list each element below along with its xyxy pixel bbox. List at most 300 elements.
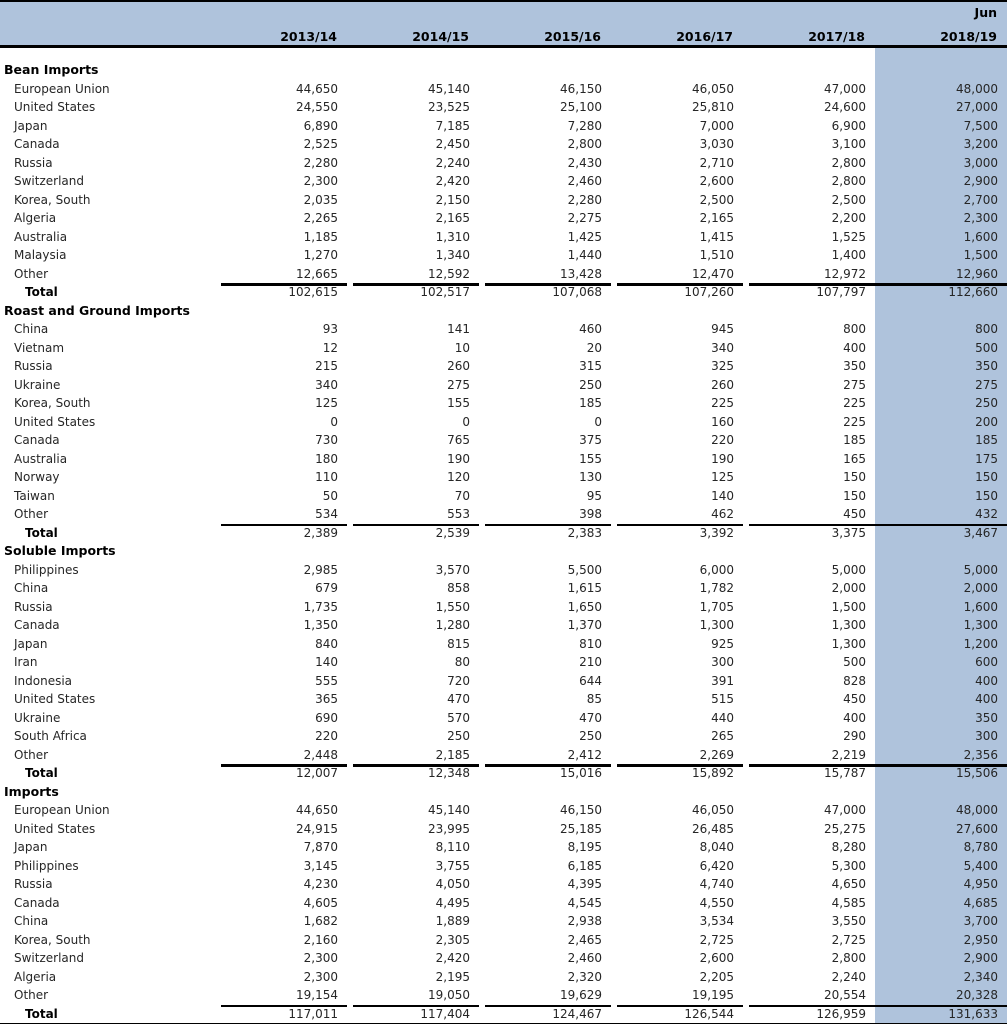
value-cell: 1,185 <box>303 229 338 244</box>
year-label: 2013/14 <box>280 29 345 47</box>
row-label: Japan <box>14 636 48 651</box>
value-cell <box>347 783 479 802</box>
value-cell: 2,420 <box>435 174 470 188</box>
value-cell: 8,040 <box>699 840 734 854</box>
value-cell: 140 <box>711 488 734 503</box>
value-cell: 12,007 <box>215 764 347 783</box>
row-label: European Union <box>14 81 110 96</box>
row-label: Other <box>14 507 49 521</box>
value-cell: 4,650 <box>831 877 866 891</box>
table-body <box>0 46 1007 1024</box>
header-empty-cell <box>743 1 875 22</box>
row-label: Malaysia <box>14 248 67 262</box>
value-cell: 2,300 <box>303 951 338 965</box>
value-cell: 160 <box>711 414 734 429</box>
value-cell: 27,000 <box>875 98 1007 117</box>
row-label: Philippines <box>14 858 79 873</box>
row-label: United States <box>14 821 96 836</box>
table-row <box>0 357 1007 376</box>
value-cell: 2,000 <box>831 581 866 595</box>
value-cell: 275 <box>843 377 866 392</box>
value-cell: 1,525 <box>831 229 866 244</box>
value-cell <box>743 61 875 80</box>
row-label: Russia <box>14 599 53 614</box>
value-cell: 93 <box>322 322 338 336</box>
header-empty-cell <box>347 1 479 22</box>
year-label: 2014/15 <box>412 29 477 47</box>
value-cell <box>347 46 479 61</box>
value-cell: 1,889 <box>435 914 470 928</box>
value-cell: 3,570 <box>435 562 470 577</box>
value-cell: 925 <box>711 636 734 651</box>
total-row <box>0 764 1007 783</box>
value-cell: 1,550 <box>435 599 470 614</box>
value-cell: 3,534 <box>699 914 734 928</box>
value-cell: 2,320 <box>567 969 602 984</box>
section-header-row <box>0 542 1007 561</box>
value-cell: 120 <box>447 470 470 484</box>
value-cell: 2,500 <box>699 192 734 207</box>
value-cell: 1,300 <box>831 636 866 651</box>
value-cell: 200 <box>875 413 1007 432</box>
total-row <box>0 283 1007 302</box>
table-row <box>0 931 1007 950</box>
value-cell: 1,500 <box>831 599 866 614</box>
table-row <box>0 875 1007 894</box>
row-label: Other <box>14 747 49 762</box>
table-row <box>0 265 1007 284</box>
value-cell: 1,600 <box>875 228 1007 247</box>
value-cell: 1,300 <box>699 618 734 632</box>
value-cell: 12,470 <box>692 266 734 281</box>
value-cell: 5,300 <box>831 858 866 873</box>
value-cell: 553 <box>447 507 470 521</box>
header-empty-cell <box>215 1 347 22</box>
spacer-row <box>0 46 1007 61</box>
value-cell: 45,140 <box>428 803 470 817</box>
value-cell: 3,000 <box>875 154 1007 173</box>
value-cell: 220 <box>711 433 734 447</box>
value-cell: 47,000 <box>824 803 866 817</box>
table-row <box>0 838 1007 857</box>
value-cell: 2,460 <box>567 174 602 188</box>
value-cell: 2,725 <box>831 932 866 947</box>
row-label: Norway <box>14 470 60 484</box>
value-cell: 3,550 <box>831 914 866 928</box>
value-cell: 180 <box>315 451 338 466</box>
table-row <box>0 672 1007 691</box>
value-cell: 2,035 <box>303 192 338 207</box>
value-cell: 25,100 <box>560 100 602 114</box>
value-cell: 4,950 <box>875 875 1007 894</box>
row-label: Other <box>14 988 49 1002</box>
row-label: Switzerland <box>14 174 84 188</box>
table-row <box>0 468 1007 487</box>
value-cell: 46,050 <box>692 803 734 817</box>
year-header <box>611 22 743 46</box>
value-cell: 2,275 <box>567 211 602 225</box>
value-cell: 141 <box>447 322 470 336</box>
value-cell: 679 <box>315 581 338 595</box>
table-row <box>0 746 1007 765</box>
row-label: Korea, South <box>14 396 91 410</box>
value-cell: 1,370 <box>567 618 602 632</box>
value-cell: 15,787 <box>743 764 875 783</box>
value-cell <box>611 783 743 802</box>
value-cell: 730 <box>315 433 338 447</box>
value-cell: 8,195 <box>567 840 602 854</box>
value-cell: 165 <box>843 451 866 466</box>
value-cell: 1,415 <box>699 229 734 244</box>
row-label: Other <box>14 266 49 281</box>
row-label: United States <box>14 692 96 706</box>
value-cell: 3,375 <box>743 524 875 543</box>
table-row <box>0 172 1007 191</box>
value-cell: 398 <box>579 507 602 521</box>
value-cell: 7,280 <box>567 118 602 133</box>
value-cell: 3,755 <box>435 858 470 873</box>
value-cell: 190 <box>447 451 470 466</box>
row-label: South Africa <box>14 729 87 743</box>
value-cell: 1,510 <box>699 248 734 262</box>
value-cell: 50 <box>322 488 338 503</box>
row-label: Philippines <box>14 562 79 577</box>
value-cell <box>347 61 479 80</box>
value-cell: 2,280 <box>303 155 338 170</box>
row-label: Canada <box>14 137 60 151</box>
row-label: China <box>14 322 49 336</box>
value-cell: 350 <box>875 709 1007 728</box>
value-cell: 85 <box>586 692 602 706</box>
value-cell: 2,185 <box>435 747 470 762</box>
value-cell: 150 <box>875 468 1007 487</box>
table-row <box>0 653 1007 672</box>
value-cell: 500 <box>875 339 1007 358</box>
value-cell: 2,420 <box>435 951 470 965</box>
value-cell: 765 <box>447 433 470 447</box>
value-cell: 210 <box>579 655 602 669</box>
value-cell: 8,110 <box>435 840 470 854</box>
value-cell: 440 <box>711 710 734 725</box>
value-cell: 365 <box>315 692 338 706</box>
value-cell: 315 <box>579 359 602 373</box>
value-cell: 12,348 <box>347 764 479 783</box>
value-cell: 12,592 <box>428 266 470 281</box>
row-label: United States <box>14 100 96 114</box>
value-cell: 515 <box>711 692 734 706</box>
table-row <box>0 505 1007 524</box>
table-row <box>0 450 1007 469</box>
value-cell: 3,700 <box>875 912 1007 931</box>
value-cell: 555 <box>315 673 338 688</box>
section-title: Soluble Imports <box>4 543 116 558</box>
value-cell: 260 <box>711 377 734 392</box>
value-cell: 1,340 <box>435 248 470 262</box>
value-cell: 250 <box>579 377 602 392</box>
row-label: Korea, South <box>14 932 91 947</box>
value-cell <box>479 46 611 61</box>
year-label: 2015/16 <box>544 29 609 47</box>
table-row <box>0 339 1007 358</box>
table-row <box>0 579 1007 598</box>
value-cell: 12,665 <box>296 266 338 281</box>
value-cell: 4,585 <box>831 895 866 910</box>
value-cell: 2,800 <box>831 951 866 965</box>
total-label: Total <box>25 525 58 540</box>
value-cell: 400 <box>875 672 1007 691</box>
row-label: Canada <box>14 433 60 447</box>
value-cell: 3,200 <box>875 135 1007 154</box>
value-cell: 450 <box>843 692 866 706</box>
row-label: Australia <box>14 229 68 244</box>
value-cell <box>215 302 347 321</box>
value-cell: 155 <box>579 451 602 466</box>
value-cell: 1,782 <box>699 581 734 595</box>
value-cell: 4,230 <box>303 877 338 891</box>
value-cell: 828 <box>843 673 866 688</box>
value-cell: 2,240 <box>435 155 470 170</box>
value-cell: 117,404 <box>347 1005 479 1024</box>
table-row <box>0 857 1007 876</box>
section-title: Bean Imports <box>4 62 99 77</box>
value-cell: 1,300 <box>875 616 1007 635</box>
table-row <box>0 912 1007 931</box>
value-cell: 20,554 <box>824 988 866 1002</box>
value-cell: 300 <box>711 655 734 669</box>
value-cell: 12,972 <box>824 266 866 281</box>
row-label: Canada <box>14 895 60 910</box>
table-row <box>0 820 1007 839</box>
table-row <box>0 80 1007 99</box>
value-cell: 2,160 <box>303 932 338 947</box>
value-cell: 2,219 <box>831 747 866 762</box>
value-cell: 2,300 <box>303 969 338 984</box>
value-cell: 1,310 <box>435 229 470 244</box>
value-cell: 126,544 <box>611 1005 743 1024</box>
total-row <box>0 524 1007 543</box>
value-cell: 6,000 <box>699 562 734 577</box>
table-row <box>0 709 1007 728</box>
value-cell: 325 <box>711 359 734 373</box>
value-cell: 8,280 <box>831 840 866 854</box>
table-row <box>0 616 1007 635</box>
row-label: Korea, South <box>14 192 91 207</box>
year-header <box>347 22 479 46</box>
total-label: Total <box>25 766 58 780</box>
value-cell: 23,995 <box>428 821 470 836</box>
value-cell <box>215 46 347 61</box>
value-cell: 13,428 <box>560 266 602 281</box>
value-cell: 391 <box>711 673 734 688</box>
row-label: European Union <box>14 803 110 817</box>
row-label: Russia <box>14 155 53 170</box>
header-empty-cell <box>0 22 215 46</box>
value-cell: 2,340 <box>875 968 1007 987</box>
value-cell: 125 <box>315 396 338 410</box>
table-row <box>0 394 1007 413</box>
table-row <box>0 413 1007 432</box>
section-title: Imports <box>4 783 59 799</box>
row-label: Russia <box>14 359 53 373</box>
table-row <box>0 376 1007 395</box>
value-cell: 15,016 <box>479 764 611 783</box>
header-years-row <box>0 22 1007 46</box>
value-cell: 5,400 <box>875 857 1007 876</box>
row-label: Taiwan <box>14 488 55 503</box>
section-header-row <box>0 302 1007 321</box>
value-cell: 300 <box>875 727 1007 746</box>
value-cell: 12 <box>322 340 338 355</box>
value-cell: 102,517 <box>347 283 479 302</box>
value-cell: 2,265 <box>303 211 338 225</box>
value-cell <box>743 46 875 61</box>
value-cell: 5,500 <box>567 562 602 577</box>
row-label: Vietnam <box>14 340 65 355</box>
value-cell: 6,420 <box>699 858 734 873</box>
value-cell: 4,050 <box>435 877 470 891</box>
value-cell: 24,915 <box>296 821 338 836</box>
value-cell: 2,600 <box>699 951 734 965</box>
value-cell: 2,900 <box>875 949 1007 968</box>
table-row <box>0 635 1007 654</box>
value-cell: 2,300 <box>875 209 1007 228</box>
value-cell: 1,350 <box>303 618 338 632</box>
value-cell <box>611 302 743 321</box>
value-cell: 340 <box>711 340 734 355</box>
value-cell <box>875 302 1007 321</box>
value-cell: 250 <box>875 394 1007 413</box>
value-cell: 2,305 <box>435 932 470 947</box>
table-row <box>0 561 1007 580</box>
value-cell: 2,356 <box>875 746 1007 765</box>
header-note-row <box>0 1 1007 22</box>
header-note-jun: Jun <box>875 1 1007 22</box>
value-cell: 1,200 <box>875 635 1007 654</box>
value-cell <box>875 783 1007 802</box>
value-cell: 185 <box>843 433 866 447</box>
value-cell: 2,165 <box>435 211 470 225</box>
row-label: Switzerland <box>14 951 84 965</box>
value-cell: 290 <box>843 729 866 743</box>
value-cell: 1,500 <box>875 246 1007 265</box>
value-cell: 12,960 <box>875 265 1007 284</box>
value-cell: 260 <box>447 359 470 373</box>
value-cell: 2,412 <box>567 747 602 762</box>
value-cell: 150 <box>843 488 866 503</box>
year-header <box>215 22 347 46</box>
value-cell <box>743 302 875 321</box>
value-cell: 155 <box>447 396 470 410</box>
value-cell <box>347 542 479 561</box>
value-cell: 185 <box>579 396 602 410</box>
value-cell: 500 <box>843 655 866 669</box>
value-cell: 1,705 <box>699 599 734 614</box>
value-cell: 2,900 <box>875 172 1007 191</box>
table-row <box>0 598 1007 617</box>
value-cell: 7,185 <box>435 118 470 133</box>
value-cell: 150 <box>875 487 1007 506</box>
row-label: China <box>14 914 49 928</box>
value-cell: 2,165 <box>699 211 734 225</box>
value-cell: 800 <box>843 322 866 336</box>
value-cell: 3,467 <box>875 524 1007 543</box>
value-cell: 3,100 <box>831 137 866 151</box>
row-label: Algeria <box>14 211 57 225</box>
value-cell: 350 <box>875 357 1007 376</box>
value-cell: 45,140 <box>428 81 470 96</box>
value-cell: 46,150 <box>560 81 602 96</box>
value-cell <box>611 46 743 61</box>
value-cell: 2,800 <box>831 155 866 170</box>
value-cell: 215 <box>315 359 338 373</box>
value-cell: 4,550 <box>699 895 734 910</box>
table-row <box>0 246 1007 265</box>
value-cell <box>215 783 347 802</box>
value-cell <box>347 302 479 321</box>
value-cell: 400 <box>875 690 1007 709</box>
table-row <box>0 431 1007 450</box>
value-cell: 15,506 <box>875 764 1007 783</box>
value-cell: 20,328 <box>875 986 1007 1005</box>
year-header <box>479 22 611 46</box>
value-cell: 1,735 <box>303 599 338 614</box>
value-cell: 102,615 <box>215 283 347 302</box>
value-cell: 10 <box>454 340 470 355</box>
table-row <box>0 98 1007 117</box>
value-cell: 24,600 <box>824 100 866 114</box>
row-label: Japan <box>14 118 48 133</box>
header-empty-cell <box>479 1 611 22</box>
value-cell: 945 <box>711 322 734 336</box>
value-cell: 534 <box>315 507 338 521</box>
value-cell: 1,280 <box>435 618 470 632</box>
value-cell: 1,300 <box>831 618 866 632</box>
value-cell: 0 <box>330 414 338 429</box>
value-cell: 2,450 <box>435 137 470 151</box>
value-cell: 2,800 <box>567 137 602 151</box>
value-cell: 110 <box>315 470 338 484</box>
value-cell: 350 <box>843 359 866 373</box>
value-cell: 27,600 <box>875 820 1007 839</box>
value-cell: 0 <box>594 414 602 429</box>
table-row <box>0 154 1007 173</box>
total-label: Total <box>0 1005 215 1024</box>
value-cell: 1,270 <box>303 248 338 262</box>
value-cell <box>479 61 611 80</box>
value-cell: 4,495 <box>435 895 470 910</box>
value-cell: 2,600 <box>699 174 734 188</box>
value-cell: 1,682 <box>303 914 338 928</box>
value-cell: 570 <box>447 710 470 725</box>
table-row <box>0 986 1007 1005</box>
value-cell: 80 <box>454 655 470 669</box>
value-cell: 6,185 <box>567 858 602 873</box>
value-cell: 840 <box>315 636 338 651</box>
value-cell: 2,240 <box>831 969 866 984</box>
value-cell: 107,260 <box>611 283 743 302</box>
value-cell: 5,000 <box>831 562 866 577</box>
value-cell <box>479 783 611 802</box>
value-cell: 250 <box>579 729 602 743</box>
value-cell: 25,185 <box>560 821 602 836</box>
value-cell: 26,485 <box>692 821 734 836</box>
value-cell: 1,650 <box>567 599 602 614</box>
value-cell: 3,030 <box>699 137 734 151</box>
value-cell: 95 <box>586 488 602 503</box>
value-cell <box>611 542 743 561</box>
value-cell: 107,797 <box>743 283 875 302</box>
value-cell <box>743 783 875 802</box>
